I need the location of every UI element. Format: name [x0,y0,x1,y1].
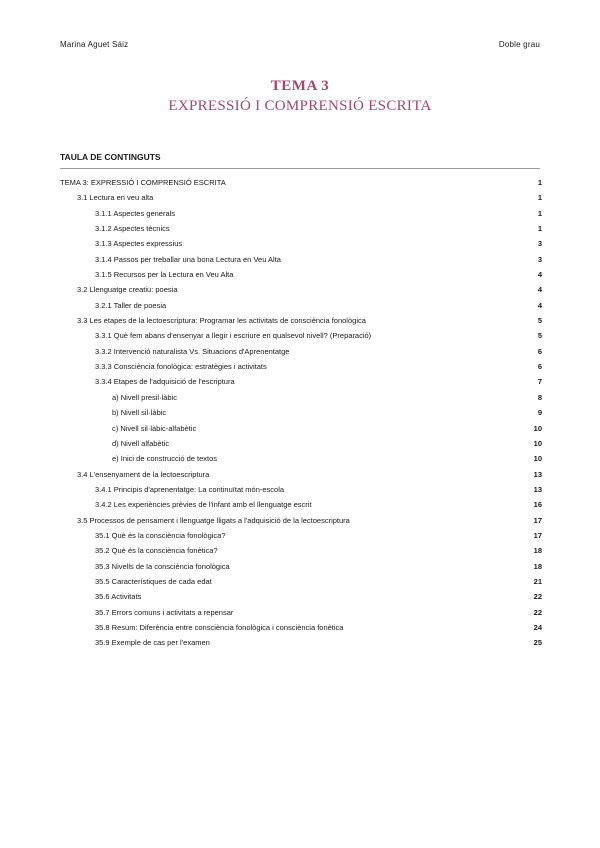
toc-entry[interactable] [60,516,542,531]
toc-entry-title: 3.2 Llenguatge creatiu: poesia [77,285,178,295]
toc-entry-title: a) Nivell presil·làbic [112,392,178,402]
toc-entry[interactable] [60,285,542,300]
toc-entry-title: 35.6 Activitats [95,592,142,602]
toc-entry-page: 4 [537,270,542,280]
toc-entry-title: 3.3 Les etapes de la lectoescriptura: Programar les activitats de consciència fonològica [77,316,366,326]
toc-entry[interactable] [60,439,542,454]
toc-entry[interactable] [60,562,542,577]
toc-entry-page: 8 [537,392,542,402]
toc-entry[interactable] [60,270,542,285]
toc-divider [60,168,540,169]
toc-entry-title: 35.3 Nivells de la consciència fonològica [95,561,230,571]
toc-entry-page: 13 [533,484,542,494]
toc-entry-title: 3.3.3 Consciència fonològica: estratègies i activitats [95,362,267,372]
toc-entry-page: 10 [533,454,542,464]
toc-entry-page: 21 [533,576,542,586]
toc-entry[interactable] [60,178,542,193]
toc-entry-page: 4 [537,285,542,295]
toc-entry[interactable] [60,347,542,362]
toc-entry-page: 6 [537,346,542,356]
toc-entry-title: 3.4 L'ensenyament de la lectoescriptura [77,469,210,479]
toc-entry-page: 6 [537,362,542,372]
toc-entry[interactable] [60,362,542,377]
toc-entry-page: 22 [533,607,542,617]
toc-entry[interactable] [60,500,542,515]
toc-entry-title: 3.5 Processos de pensament i llenguatge lligats a l'adquisició de la lectoescriptura [77,515,350,525]
header-course: Doble grau [498,40,540,49]
toc-entry[interactable] [60,608,542,623]
toc-entry-page: 3 [537,239,542,249]
toc-entry-page: 16 [533,500,542,510]
toc-entry-title: 35.7 Errors comuns i activitats a repensar [95,607,234,617]
toc-entry-page: 5 [537,331,542,341]
toc-entry[interactable] [60,577,542,592]
toc-entry[interactable] [60,546,542,561]
toc-entry-page: 3 [537,254,542,264]
toc-entry[interactable] [60,316,542,331]
toc-entry[interactable] [60,377,542,392]
toc-entry-title: 3.1 Lectura en veu alta [77,193,154,203]
toc-entry-title: 35.1 Què és la consciència fonològica? [95,530,226,540]
toc-entry[interactable] [60,193,542,208]
toc-entry-page: 24 [533,622,542,632]
toc-entry[interactable] [60,531,542,546]
toc-entry[interactable] [60,638,542,653]
toc-entry-title: 3.4.2 Les experiències prèvies de l'infant amb el llenguatge escrit [95,500,312,510]
toc-entry-page: 18 [533,561,542,571]
toc-entry-page: 1 [537,208,542,218]
toc-entry-title: 35.9 Exemple de cas per l'examen [95,638,210,648]
toc-entry[interactable] [60,470,542,485]
toc-entry-title: 3.2.1 Taller de poesia [95,300,167,310]
toc-entry-title: 3.1.5 Recursos per la Lectura en Veu Alta [95,270,234,280]
toc-entry-title: 35.8 Resum: Diferència entre consciència fonològica i consciència fonètica [95,622,344,632]
toc-entry-page: 1 [537,193,542,203]
toc-entry-page: 10 [533,423,542,433]
toc-entry-page: 1 [537,178,542,187]
toc-entry[interactable] [60,301,542,316]
title-block [0,78,600,115]
toc-entry-page: 7 [537,377,542,387]
toc-entry[interactable] [60,408,542,423]
toc-entry-title: 3.1.4 Passos per treballar una bona Lectura en Veu Alta [95,254,281,264]
toc-entry-title: 3.4.1 Principis d'aprenentatge: La continuïtat món-escola [95,484,285,494]
toc-entry[interactable] [60,485,542,500]
toc-entry[interactable] [60,592,542,607]
toc-entry-page: 22 [533,592,542,602]
toc-entry[interactable] [60,424,542,439]
toc-entry-title: e) Inici de construcció de textos [112,454,218,464]
toc-entry-page: 17 [533,530,542,540]
toc-entry-title: 3.3.4 Etapes de l'adquisició de l'escriptura [95,377,235,387]
toc-entry-page: 25 [533,638,542,648]
toc-entry-page: 5 [537,316,542,326]
toc-entry-page: 4 [537,300,542,310]
toc-entry-title: 3.1.2 Aspectes tècnics [95,224,170,234]
toc-entry[interactable] [60,209,542,224]
toc-entry-title: 35.5 Característiques de cada edat [95,576,212,586]
page-subtitle: EXPRESSIÓ I COMPRENSIÓ ESCRITA [168,98,432,114]
toc-entry-title: d) Nivell alfabètic [112,438,170,448]
toc-entry-title: b) Nivell sil·làbic [112,408,167,418]
toc-entry-page: 10 [533,438,542,448]
table-of-contents [60,178,542,654]
toc-entry-title: TEMA 3: EXPRESSIÓ I COMPRENSIÓ ESCRITA [60,178,226,187]
toc-entry-title: 3.1.1 Aspectes generals [95,208,176,218]
header-author: Marina Aguet Sáiz [60,40,129,49]
page-title: TEMA 3 [270,78,330,94]
toc-entry[interactable] [60,255,542,270]
toc-entry-title: 3.1.3 Aspectes expressius [95,239,183,249]
toc-entry-title: 3.3.1 Què fem abans d'ensenyar a llegir i escriure en qualsevol nivell? (Preparació) [95,331,372,341]
toc-entry-title: 3.3.2 Intervenció naturalista Vs. Situacions d'Aprenentatge [95,346,290,356]
toc-entry-page: 17 [533,515,542,525]
toc-entry-page: 18 [533,546,542,556]
toc-entry[interactable] [60,393,542,408]
toc-entry[interactable] [60,454,542,469]
toc-entry-page: 1 [537,224,542,234]
toc-entry-page: 9 [537,408,542,418]
toc-heading: TAULA DE CONTINGUTS [60,152,161,162]
toc-entry[interactable] [60,623,542,638]
toc-entry[interactable] [60,331,542,346]
toc-entry-page: 13 [533,469,542,479]
toc-entry[interactable] [60,239,542,254]
toc-entry-title: c) Nivell sil·làbic-alfabètic [112,423,197,433]
toc-entry-title: 35.2 Què és la consciència fonètica? [95,546,218,556]
toc-entry[interactable] [60,224,542,239]
